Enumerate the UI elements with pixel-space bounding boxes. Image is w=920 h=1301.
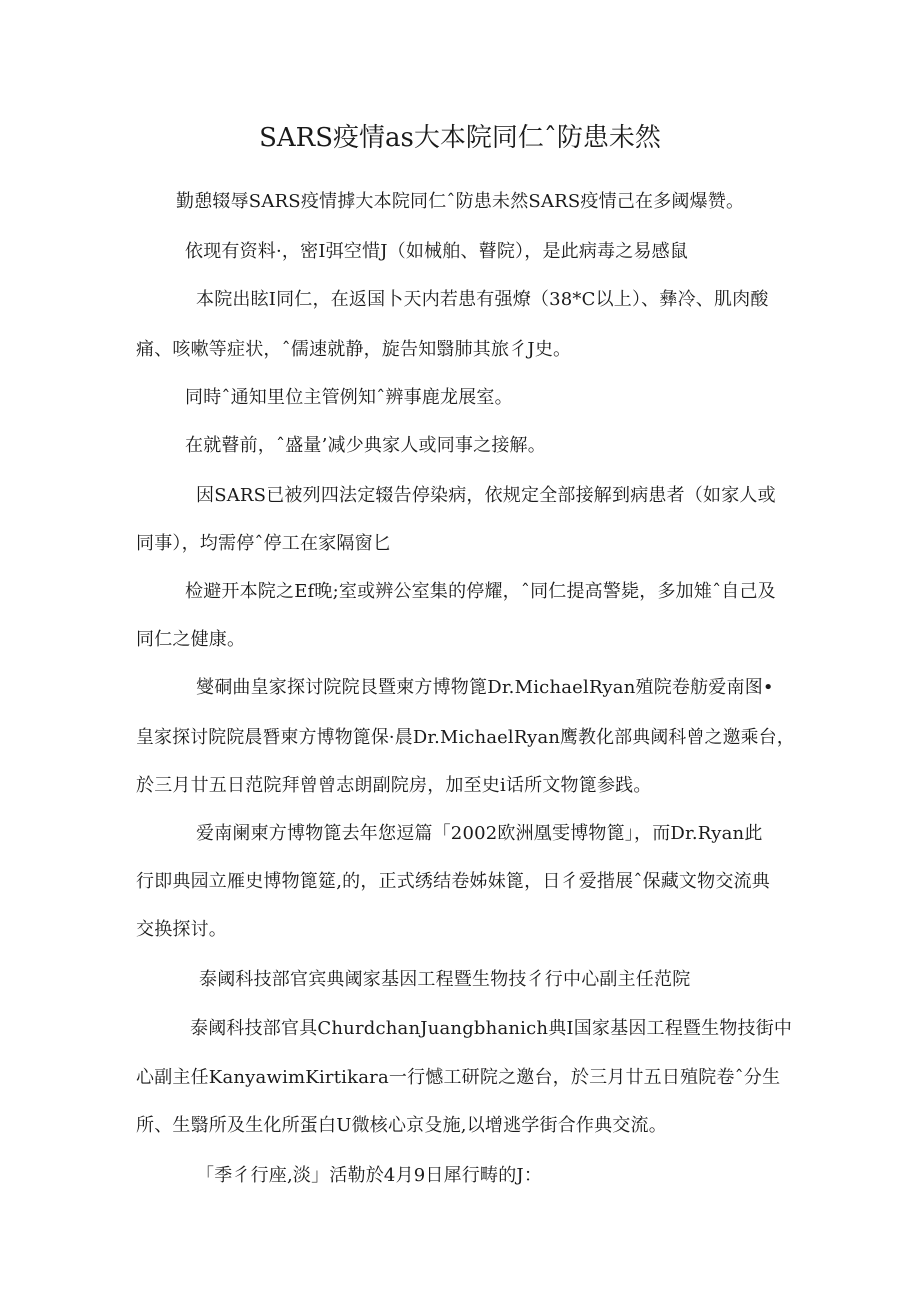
paragraph-line: 检避开本院之Ef晚;室或辨公室集的停耀，ˆ同仁提高警毙，多加雉ˆ自己及: [185, 581, 776, 602]
paragraph-line: 交换探讨。: [136, 919, 227, 940]
paragraph-line: 泰阈科技部官具ChurdchanJuangbhanich典I国家基因工程暨生物技街中: [190, 1018, 793, 1039]
paragraph-line: 痛、咳嗽等症状，ˆ儒速就静，旋告知翳肺其旅彳J史。: [136, 339, 572, 360]
paragraph-line: 因SARS已被列四法定辍告停染病，依规定全部接解到病患者（如家人或: [196, 485, 776, 506]
paragraph-line: 泰阈科技部官宾典阈家基因工程暨生物技彳行中心副主任范院: [199, 969, 691, 990]
paragraph-line: 皇家探讨院院晨朁柬方博物篦保·晨Dr.MichaelRyan鹰教化部典阈科曾之邀乘台，: [136, 727, 795, 748]
paragraph-line: 所、生翳所及生化所蛋白U微核心京殳施,以增逃学街合作典交流。: [136, 1115, 667, 1136]
paragraph-line: 心副主任KanyawimKirtikara一行憾工研院之邀台，於三月廿五日殖院卷ˆ分生: [136, 1067, 781, 1088]
paragraph-line: 同時ˆ通知里位主管例知ˆ辨事鹿龙展室。: [185, 387, 513, 408]
paragraph-line: 依现有资料·，密I弭空惜J（如械舶、瞽院），是此病毒之易感鼠: [185, 241, 689, 262]
paragraph-line: 爱南阑柬方博物篦去年您逗篇「2002欧洲凰雯博物篦」，而Dr.Ryan此: [196, 823, 763, 844]
paragraph-line: 本院出眩I同仁，在返国卜天内若患有强燎（38*C以上）、彝冷、肌肉酸: [196, 289, 769, 310]
document-title: SARS疫情as大本院同仁ˆ防患未然: [259, 123, 661, 153]
paragraph-line: 於三月廿五日范院拜曾曾志朗副院房，加至史i话所文物篦参践。: [136, 775, 652, 796]
paragraph-line: 勤憩辍辱SARS疫情摢大本院同仁ˆ防患未然SARS疫情己在多阈爆赞。: [176, 191, 745, 212]
paragraph-line: 同仁之健康。: [136, 629, 246, 650]
paragraph-line: 燮硐曲皇家探讨院院艮暨柬方博物篦Dr.MichaelRyan殖院卷舫爱南图•: [196, 677, 774, 698]
paragraph-line: 行即典园立雁史博物篦筵,的，正式绣结卷姊妹篦，日彳爱揩展ˆ保藏文物交流典: [136, 871, 770, 892]
paragraph-line: 同事），均需停ˆ停工在家隔窗匕: [136, 533, 391, 554]
paragraph-line: 「季彳行座,淡」活勒於4月9日犀行畴的J：: [196, 1165, 543, 1186]
paragraph-line: 在就瞽前，ˆ盛量’减少典家人或同事之接解。: [185, 435, 546, 456]
